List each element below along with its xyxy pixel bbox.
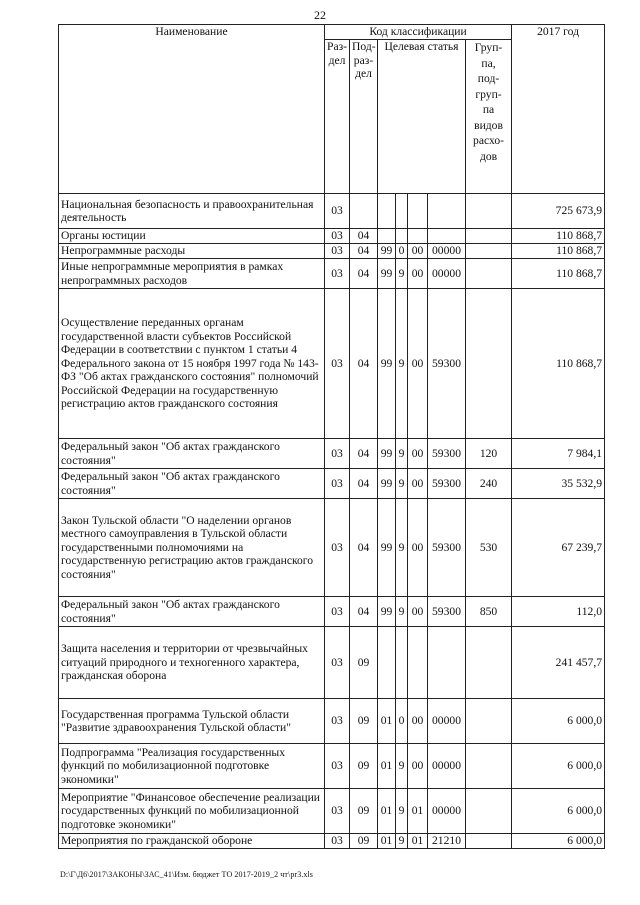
cell-cs3: 01 [408,834,428,849]
cell-pr: 04 [350,259,378,289]
cell-cs3 [408,194,428,229]
cell-pr: 04 [350,469,378,499]
header-target: Целевая статья [378,40,466,194]
cell-rz: 03 [325,259,350,289]
table-row [59,244,605,259]
cell-pr: 04 [350,229,378,244]
cell-vr [466,789,512,834]
header-name: Наименование [59,25,325,194]
cell-vr [466,744,512,789]
cell-cs4 [428,229,466,244]
cell-vr [466,289,512,439]
cell-cs4: 59300 [428,289,466,439]
cell-rz: 03 [325,439,350,469]
cell-sum: 6 000,0 [512,744,605,789]
cell-vr: 240 [466,469,512,499]
cell-sum: 6 000,0 [512,834,605,849]
cell-cs4: 59300 [428,439,466,469]
cell-pr: 09 [350,744,378,789]
cell-cs1: 99 [378,597,396,627]
cell-cs4: 59300 [428,597,466,627]
cell-name: Иные непрограммные мероприятия в рамках непрограммных расходов [59,259,325,289]
cell-sum: 725 673,9 [512,194,605,229]
table-row [59,699,605,744]
table-row [59,834,605,849]
cell-cs2: 9 [396,597,408,627]
cell-rz: 03 [325,194,350,229]
cell-cs3: 00 [408,699,428,744]
cell-rz: 03 [325,229,350,244]
cell-sum: 112,0 [512,597,605,627]
cell-sum: 110 868,7 [512,259,605,289]
table-body [59,194,605,849]
cell-sum: 110 868,7 [512,244,605,259]
cell-cs1: 01 [378,699,396,744]
cell-cs2: 9 [396,499,408,597]
cell-cs2 [396,194,408,229]
header-vid: Груп- па, под- груп- па видов расхо- дов [466,40,512,194]
cell-name: Закон Тульской области "О наделении органов местного самоуправления в Тульской области государственными полномочиями на государственную регистрацию актов гражданского состояния" [59,499,325,597]
table-row [59,194,605,229]
cell-rz: 03 [325,789,350,834]
table-row [59,627,605,699]
cell-cs2: 9 [396,469,408,499]
cell-cs1: 99 [378,499,396,597]
cell-cs1: 99 [378,439,396,469]
table-row [59,499,605,597]
cell-cs1: 01 [378,789,396,834]
cell-cs1: 99 [378,244,396,259]
cell-pr: 04 [350,439,378,469]
cell-cs3: 00 [408,439,428,469]
cell-name: Федеральный закон "Об актах гражданского состояния" [59,469,325,499]
cell-vr: 850 [466,597,512,627]
cell-rz: 03 [325,597,350,627]
cell-cs1 [378,627,396,699]
cell-rz: 03 [325,834,350,849]
cell-name: Государственная программа Тульской области "Развитие здравоохранения Тульской области" [59,699,325,744]
cell-cs3 [408,229,428,244]
cell-cs2: 9 [396,439,408,469]
cell-cs2: 9 [396,789,408,834]
cell-cs3 [408,627,428,699]
cell-sum: 6 000,0 [512,699,605,744]
table-row [59,229,605,244]
cell-name: Органы юстиции [59,229,325,244]
cell-cs1: 99 [378,469,396,499]
cell-pr: 09 [350,789,378,834]
cell-cs3: 00 [408,597,428,627]
header-code-group: Код классификации [325,25,512,40]
cell-name: Подпрограмма "Реализация государственных функций по мобилизационной подготовке экономики" [59,744,325,789]
cell-sum: 110 868,7 [512,229,605,244]
cell-cs4 [428,194,466,229]
cell-rz: 03 [325,469,350,499]
cell-cs3: 01 [408,789,428,834]
cell-pr: 04 [350,289,378,439]
cell-cs1 [378,229,396,244]
cell-name: Федеральный закон "Об актах гражданского состояния" [59,439,325,469]
cell-rz: 03 [325,244,350,259]
table-row [59,789,605,834]
cell-cs1: 01 [378,834,396,849]
cell-pr: 04 [350,597,378,627]
cell-cs4: 00000 [428,699,466,744]
cell-sum: 110 868,7 [512,289,605,439]
cell-cs4: 59300 [428,469,466,499]
cell-cs4: 00000 [428,244,466,259]
header-razdel: Раз- дел [325,40,350,194]
cell-name: Мероприятия по гражданской обороне [59,834,325,849]
cell-name: Осуществление переданных органам государственной власти субъектов Российской Федерации в соответствии с пунктом 1 статьи 4 Федерального закона от 15 ноября 1997 года № 143-ФЗ "Об актах гражданского состояния" полномочий Российской Федерации на государственную регистрацию актов гражданского состояния [59,289,325,439]
file-path: D:\Г\Д6\2017\ЗАКОНЫ\ЗАС_41\Изм. бюджет ТО 2017-2019_2 чт\pr3.xls [60,870,314,879]
cell-cs4: 21210 [428,834,466,849]
cell-cs1 [378,194,396,229]
cell-pr [350,194,378,229]
table-row [59,259,605,289]
cell-vr [466,244,512,259]
cell-rz: 03 [325,627,350,699]
cell-sum: 67 239,7 [512,499,605,597]
cell-cs2 [396,229,408,244]
cell-name: Непрограммные расходы [59,244,325,259]
cell-cs1: 99 [378,259,396,289]
cell-pr: 09 [350,627,378,699]
cell-name: Федеральный закон "Об актах гражданского состояния" [59,597,325,627]
table-row [59,469,605,499]
table-row [59,744,605,789]
cell-rz: 03 [325,289,350,439]
cell-pr: 04 [350,499,378,597]
cell-cs1: 99 [378,289,396,439]
cell-sum: 6 000,0 [512,789,605,834]
cell-cs2: 9 [396,259,408,289]
cell-cs3: 00 [408,244,428,259]
cell-cs3: 00 [408,289,428,439]
cell-name: Защита населения и территории от чрезвычайных ситуаций природного и техногенного характера, гражданская оборона [59,627,325,699]
cell-cs2: 0 [396,699,408,744]
cell-rz: 03 [325,499,350,597]
cell-cs4 [428,627,466,699]
cell-rz: 03 [325,699,350,744]
cell-cs2: 9 [396,289,408,439]
cell-rz: 03 [325,744,350,789]
cell-cs4: 00000 [428,744,466,789]
cell-name: Мероприятие "Финансовое обеспечение реализации государственных функций по мобилизационной подготовке экономики" [59,789,325,834]
cell-pr: 09 [350,699,378,744]
budget-table [58,24,605,849]
header-podrazdel: Под- раз- дел [350,40,378,194]
cell-vr: 120 [466,439,512,469]
header-year: 2017 год [512,25,605,194]
cell-pr: 04 [350,244,378,259]
page-number: 22 [314,8,326,22]
cell-cs1: 01 [378,744,396,789]
cell-cs3: 00 [408,499,428,597]
cell-sum: 241 457,7 [512,627,605,699]
cell-pr: 09 [350,834,378,849]
cell-cs4: 00000 [428,259,466,289]
cell-vr [466,834,512,849]
cell-vr: 530 [466,499,512,597]
cell-vr [466,194,512,229]
cell-vr [466,229,512,244]
cell-cs2 [396,627,408,699]
cell-cs2: 0 [396,244,408,259]
cell-cs2: 9 [396,834,408,849]
cell-cs3: 00 [408,259,428,289]
table-row [59,289,605,439]
cell-vr [466,627,512,699]
cell-cs4: 00000 [428,789,466,834]
cell-vr [466,259,512,289]
cell-vr [466,699,512,744]
cell-cs2: 9 [396,744,408,789]
cell-cs3: 00 [408,744,428,789]
cell-cs4: 59300 [428,499,466,597]
cell-sum: 35 532,9 [512,469,605,499]
table-row [59,439,605,469]
cell-name: Национальная безопасность и правоохранительная деятельность [59,194,325,229]
table-row [59,597,605,627]
cell-sum: 7 984,1 [512,439,605,469]
cell-cs3: 00 [408,469,428,499]
